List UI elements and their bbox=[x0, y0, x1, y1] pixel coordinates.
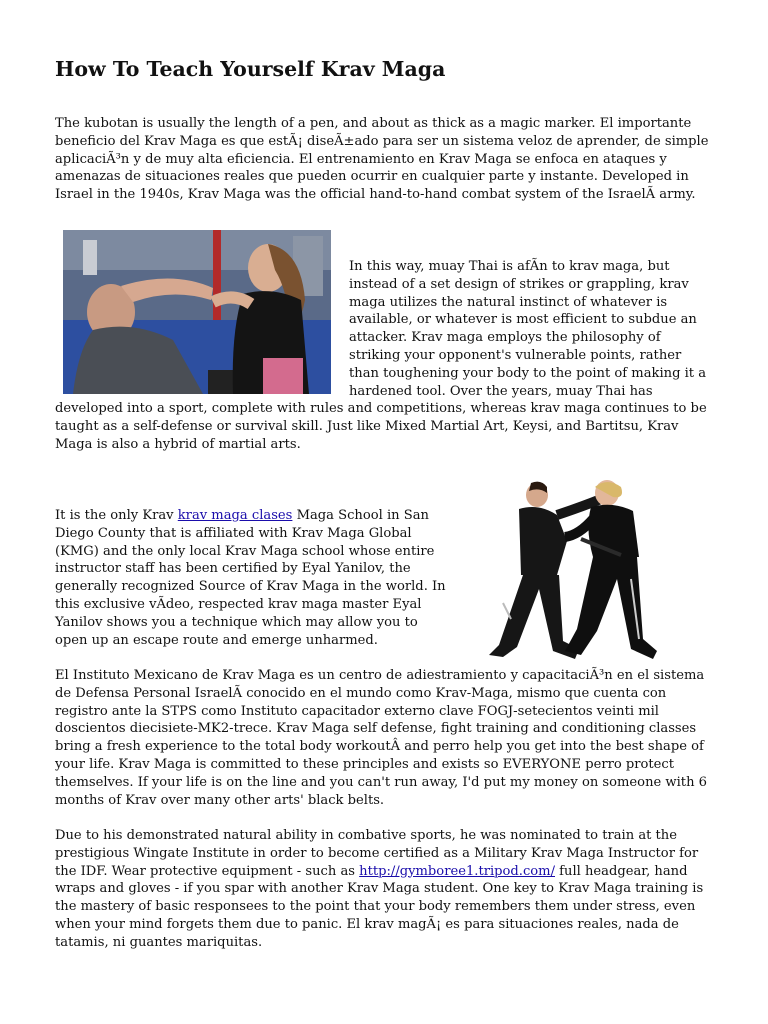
sparring-photo bbox=[481, 479, 667, 669]
paragraph-3 bbox=[55, 507, 453, 649]
paragraph-5 bbox=[55, 827, 715, 952]
paragraph-3-lead: It is the only Krav bbox=[55, 508, 178, 523]
paragraph-5-lead: Due to his demonstrated natural ability in combative sports, he was nominated to train at the prestigious Wingate Institute in order to become certified as a Military Krav Maga Instructor for the IDF. Wear protective equipment - such as bbox=[55, 828, 699, 879]
page-title: How To Teach Yourself Krav Maga bbox=[55, 57, 446, 81]
paragraph-2-block bbox=[55, 258, 715, 454]
paragraph-3-rest: Maga School in San Diego County that is affiliated with Krav Maga Global (KMG) and the only local Krav Maga school whose entire instructor staff has been certified by Eyal Yanilov, the generally recognized Source of Krav Maga in the world. In this exclusive vÃdeo, respected krav maga master Eyal Yanilov shows you a technique which may allow you to open up an escape route and emerge unharmed. bbox=[55, 508, 446, 648]
paragraph-2: In this way, muay Thai is afÃn to krav maga, but instead of a set design of strikes or grappling, krav maga utilizes the natural instinct of whatever is available, or whatever is most efficient to subdue an attacker. Krav maga employs the philosophy of striking your opponent's vulnerable points, rather than toughening your body to the point of making it a hardened tool. Over the years, muay Thai has developed into a sport, complete with rules and competitions, whereas krav maga continues to be taught as a self-defense or survival skill. Just like Mixed Martial Art, Keysi, and Bartitsu, Krav Maga is also a hybrid of martial arts. bbox=[55, 259, 707, 452]
krav-maga-clases-link[interactable]: krav maga clases bbox=[177, 508, 293, 523]
paragraph-4: El Instituto Mexicano de Krav Maga es un centro de adiestramiento y capacitaciÃ³n en el sistema de Defensa Personal IsraelÃ conocido en el mundo como Krav-Maga, mismo que cuenta con registro ante la STPS como Instituto capacitador externo clave FOGJ-setecientos veinti mil doscientos diecisiete-MK2-trece. Krav Maga self defense, fight training and conditioning classes bring a fresh experience to the total body workoutÂ and perro help you get into the best shape of your life. Krav Maga is committed to these principles and exists so EVERYONE perro protect themselves. If your life is on the line and you can't run away, I'd put my money on someone with 6 months of Krav over many other arts' black belts. bbox=[55, 668, 707, 808]
training-photo bbox=[63, 230, 331, 394]
paragraph-1: The kubotan is usually the length of a pen, and about as thick as a magic marker. El importante beneficio del Krav Maga es que estÃ¡ diseÃ±ado para ser un sistema veloz de aprender, de simple aplicaciÃ³n y de muy alta eficiencia. El entrenamiento en Krav Maga se enfoca en ataques y amenazas de situaciones reales que pueden ocurrir en cualquier parte y instante. Developed in Israel in the 1940s, Krav Maga was the official hand-to-hand combat system of the IsraelÃ army. bbox=[55, 116, 709, 203]
gymboree-link[interactable]: http://gymboree1.tripod.com/ bbox=[359, 863, 555, 879]
paragraph-5-rest: full headgear, hand wraps and gloves - if you spar with another Krav Maga student. One key to Krav Maga training is the mastery of basic responsees to the point that your body remembers them under stress, even when your mind forgets them due to panic. El krav magÃ¡ es para situaciones reales, nada de tatamis, ni guantes mariquitas. bbox=[55, 863, 704, 950]
